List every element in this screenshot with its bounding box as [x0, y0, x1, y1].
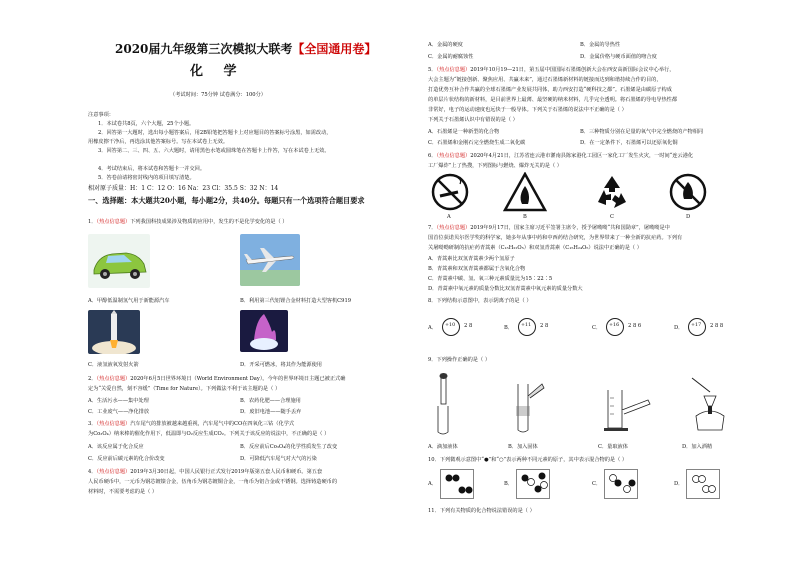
alcohol-lamp-icon — [682, 370, 742, 436]
no-fire-sign-icon — [668, 172, 708, 212]
atomic-masses: 相对原子质量：H：1 C：12 O：16 Na：23 Cl：35.5 S：32 N：14 — [88, 185, 279, 192]
q8-charge-b: +11 — [521, 323, 532, 328]
q1-option-a: A．甲醇低温制氢气用于新能源汽车 — [88, 298, 170, 304]
q8-charge-a: +10 — [445, 323, 456, 328]
q6-stem-2: 工厂爆炸”上了热搜，下列图标与燃烧、爆炸无关的是（ ） — [428, 163, 562, 169]
q10-diagram-b — [516, 469, 550, 499]
q1-stem: 1．（热点信息题）下列我国科技成果涉及物质的应用中，发生的不是化学变化的是（ ） — [88, 219, 288, 225]
note-item: 1．本试卷共8页，六个大题，25个小题。 — [98, 121, 195, 127]
measure-liquid-icon — [588, 380, 658, 436]
q8-label-d: D． — [674, 325, 684, 331]
q8-shells-a: 2 8 — [464, 323, 473, 329]
combustible-ice-image — [240, 310, 288, 352]
exam-title-red: 【全国通用卷】 — [292, 42, 377, 56]
q3-option-c: C．反应前后碳元素的化合价改变 — [88, 456, 165, 462]
note-item: 2．回答第一大题时，选出每小题答案后，用2B铅笔把答题卡上对应题目的答案标号涂黑，如需改动， — [98, 130, 332, 136]
car-image — [88, 234, 150, 288]
q4-option-b: B．金属的导热性 — [580, 42, 621, 48]
q10-diagram-a — [440, 469, 474, 499]
hot-tag: （热点信息题） — [96, 219, 131, 225]
exam-title: 2020届九年级第三次模拟大联考【全国通用卷】 — [115, 42, 377, 56]
q2-option-a: A．生活污水——集中处理 — [88, 398, 149, 404]
q6-stem: 6．（热点信息题）2020年4月21日，江苏省连云港市灌南县陈家港化工园区一家化工厂发生火灾，一时间“连云港化 — [428, 153, 694, 159]
note-item: 3．回答第二、三、四、五、六大题时，请用黑色水笔或圆珠笔在答题卡上作答，写在本试卷上无效。 — [98, 148, 330, 154]
no-smoking-sign-icon — [430, 172, 470, 212]
q8-label-a: A． — [428, 325, 437, 331]
q1-option-b: B．利用第三代铝锂合金材料打造大型客机C919 — [240, 298, 352, 304]
note-item: 用橡皮擦干净后，再选涂其他答案标号。写在本试卷上无效。 — [88, 139, 229, 145]
right-column — [420, 0, 794, 562]
q5-stem-6: 下列关于石墨烯认识中有错误的是（ ） — [428, 117, 518, 123]
flammable-warning-icon — [503, 172, 547, 212]
q3-stem-2: 为Co₃O₄）纳米棒的催化作用下，低温即与O₂反应生成CO₂。下列关于该反应的说法中，不正确的是（ ） — [88, 431, 330, 437]
q3-option-d: D．可降低汽车尾气对大气的污染 — [240, 456, 317, 462]
q9-option-d: D．加入酒精 — [682, 444, 713, 450]
q2-option-d: D．废旧电池——随手丢弃 — [240, 409, 302, 415]
q7-option-a: A．青蒿素比双氢青蒿素少两个氢原子 — [428, 256, 515, 262]
q6-label-a: A — [447, 214, 451, 220]
q2-stem: 2．（热点信息题）2020年6月5日世界环境日（World Environment Day）。今年的世界环境日主题已被正式确 — [88, 376, 346, 382]
q9-option-a: A．滴加液体 — [428, 444, 458, 450]
q6-label-d: D — [686, 214, 691, 220]
q5-stem-4: 的单层片状结构的新材料，是目前世界上最薄、最坚硬的纳米材料，几乎完全透明。将石墨烯的导电导热性都 — [428, 97, 678, 103]
q8-stem: 8．下列结构示意图中，表示阴离子的是（ ） — [428, 298, 532, 304]
q4-stem-2: 人民币硬币中，一元币为钢芯镀镍合金，伍角币为钢芯镀铜合金，一角币为铝合金或不锈钢。选择铸造硬币的 — [88, 479, 338, 485]
add-solid-icon — [508, 376, 548, 436]
q10-label-d: D． — [674, 481, 684, 487]
q8-charge-c: +16 — [609, 323, 620, 328]
notes-label: 注意事项： — [88, 112, 114, 118]
section-1-heading: 一、选择题：本大题共20小题，每小题2分，共40分。每题只有一个选项符合题目要求 — [88, 196, 365, 205]
q10-stem: 10．下列微观示意图中“●”和“○”表示两种不同元素的原子，其中表示混合物的是（ ） — [428, 457, 628, 463]
q2-option-c: C．工业废气——净化排放 — [88, 409, 150, 415]
q5-option-d: D．在一定条件下，石墨烯可以还原氧化铜 — [580, 140, 678, 146]
q10-diagram-c — [604, 469, 638, 499]
q5-option-b: B．三种物质分别在足量的氧气中完全燃烧的产物相同 — [580, 129, 704, 135]
rocket-launch-image — [88, 310, 140, 354]
q9-option-b: B．加入固体 — [508, 444, 538, 450]
q5-stem-2: 大会主题为“链接创新、聚焦应用、共赢未来”，通过石墨烯新材料的链接而达到和谐持续合作的目的， — [428, 77, 662, 83]
q1-option-d: D．开采可燃冰，将其作为能源使用 — [240, 362, 322, 368]
q7-option-b: B．青蒿素和双氢青蒿素都属于含氧化合物 — [428, 266, 526, 272]
q5-stem-5: 非常好，电子的运动速度也远快于一般导体。下列关于石墨烯的说法中不正确的是（ ） — [428, 107, 627, 113]
subject-title: 化 学 — [190, 64, 245, 79]
q4-stem: 4．（热点信息题）2019年3月30日起，中国人民银行正式发行2019年版第五套人民币和硬币。第五套 — [88, 469, 323, 475]
exam-info: （考试时间：75分钟 试卷满分：100分） — [170, 92, 266, 98]
q5-option-a: A．石墨烯是一种新型的化合物 — [428, 129, 500, 135]
q3-option-b: B．反应前后Co₃O₄的化学性质发生了改变 — [240, 444, 338, 450]
airplane-image — [240, 234, 300, 286]
q2-stem-2: 定为“关爱自然，刻不容缓”（Time for Nature）。下列做法不利于该主题的是（ ） — [88, 386, 281, 392]
q9-option-c: C．量取液体 — [598, 444, 628, 450]
q10-label-c: C． — [592, 481, 602, 487]
q10-label-a: A． — [428, 481, 437, 487]
q8-shells-d: 2 8 8 — [710, 323, 724, 329]
q7-stem-3: 关屠呦呦研制的抗疟药青蒿素（C₁₅H₂₂O₅）和双氢青蒿素（C₁₅H₂₄O₅）说法中正确的是（ ） — [428, 245, 642, 251]
q1-option-c: C．液氢液氧发射火箭 — [88, 362, 139, 368]
q5-stem-3: 打造优势互补合作共赢的全球石墨烯产业发展共同体，助力西安打造“硬科技之都”。石墨烯是由碳原子构成 — [428, 87, 672, 93]
q8-label-b: B． — [504, 325, 513, 331]
q8-charge-d: +17 — [691, 323, 702, 328]
q8-shells-b: 2 8 — [540, 323, 549, 329]
q4-stem-3: 材料时，不需要考虑的是（ ） — [88, 489, 158, 495]
dropper-test-tube-icon — [430, 372, 460, 436]
q5-option-c: C．石墨烯和金刚石完全燃烧生成二氧化碳 — [428, 140, 526, 146]
q4-option-d: D．金属价格与硬币面值的吻合度 — [580, 54, 657, 60]
q9-stem: 9．下列操作正确的是（ ） — [428, 357, 491, 363]
q11-stem: 11．下列有关物质的化合物说法错误的是（ ） — [428, 508, 535, 514]
q4-option-c: C．金属的耐腐蚀性 — [428, 54, 474, 60]
q7-option-d: D．青蒿素中氧元素的质量分数比双氢青蒿素中氧元素的质量分数大 — [428, 286, 583, 292]
q2-option-b: B．农药化肥——合理施用 — [240, 398, 301, 404]
q8-label-c: C． — [592, 325, 602, 331]
recycle-icon — [592, 172, 632, 212]
q4-option-a: A．金属的硬度 — [428, 42, 463, 48]
note-item: 4．考试结束后，将本试卷和答题卡一并交回。 — [98, 166, 206, 172]
note-item: 5．答卷前请将密封线内的项目填写清楚。 — [98, 175, 195, 181]
q7-stem-2: 国首位获诺贝尔医学奖的科学家，她多年从事中药和中西药结合研究，为世界带来了一种全新的抗疟药。下列有 — [428, 235, 683, 241]
q10-diagram-d — [686, 469, 720, 499]
q3-option-a: A．该反应属于化合反应 — [88, 444, 144, 450]
q6-label-b: B — [523, 214, 527, 220]
q5-stem: 5．（热点信息题）2019年10月19—21日，第五届中国国际石墨烯创新大会在西安高新国际会议中心举行， — [428, 67, 675, 73]
q6-label-c: C — [610, 214, 614, 220]
q7-option-c: C．青蒿素中碳、氢、氧三种元素质量比为15∶22∶5 — [428, 276, 553, 282]
q10-label-b: B． — [504, 481, 513, 487]
q7-stem: 7．（热点信息题）2019年9月17日，国家主席习近平签署主席令，授予屠呦呦“共和国勋章”，屠呦呦是中 — [428, 225, 670, 231]
q3-stem: 3．（热点信息题）汽车尾气的排放被越来越重视，汽车尾气中的CO在四氧化三钴（化学式 — [88, 421, 295, 427]
q8-shells-c: 2 8 6 — [628, 323, 642, 329]
